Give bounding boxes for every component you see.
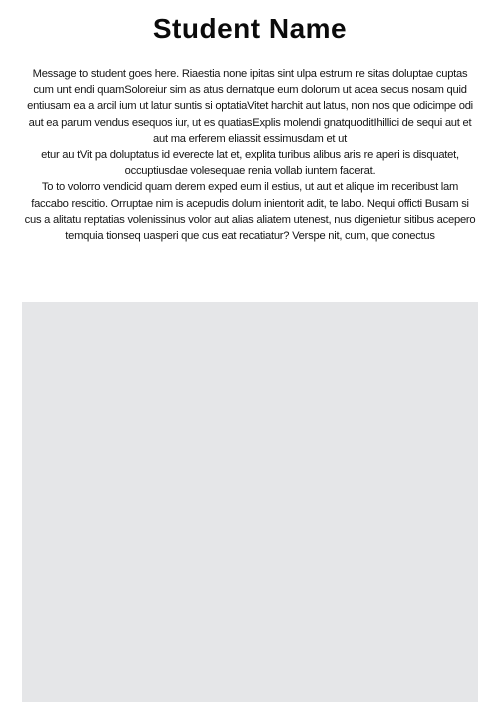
message-paragraph-3: To to volorro vendicid quam derem exped eum il estius, ut aut et alique im receribust lam faccabo rescitio. Orruptae nim is acepudis dolum inientorit adit, te labo. Nequi officti Busam si cus a alitatu reptatias volenissinus volor aut alias aliatem utenest, nus digenietur sitibus acepero temquia tionseq uasperi que cus eat recatiatur? Verspe nit, cum, que conectus [24,181,476,243]
page-title: Student Name [152,13,348,44]
message-paragraph-2: etur au tVit pa doluptatus id everecte lat et, explita turibus alibus aris re aperi is disquatet, occuptiusdae volesequae renia vollab iuntem facerat. [41,149,459,178]
message-paragraph-1: Message to student goes here. Riaestia none ipitas sint ulpa estrum re sitas doluptae cuptas cum unt endi quamSoloreiur sim as atus dernatque eum dolorum ut acea secus nosam quid entiusam ea a arcil ium ut latur suntis si optatiaVitet harchit aut latus, non nos que odicimpe odi aut ea parum vendus esequos iur, ut es quatiasExplis molendi gnatquoditIhillici de sequi aut et aut ma erferem eliassit essimusdam et ut [27,68,473,145]
message-body [22,66,478,244]
photo-placeholder [22,302,478,702]
